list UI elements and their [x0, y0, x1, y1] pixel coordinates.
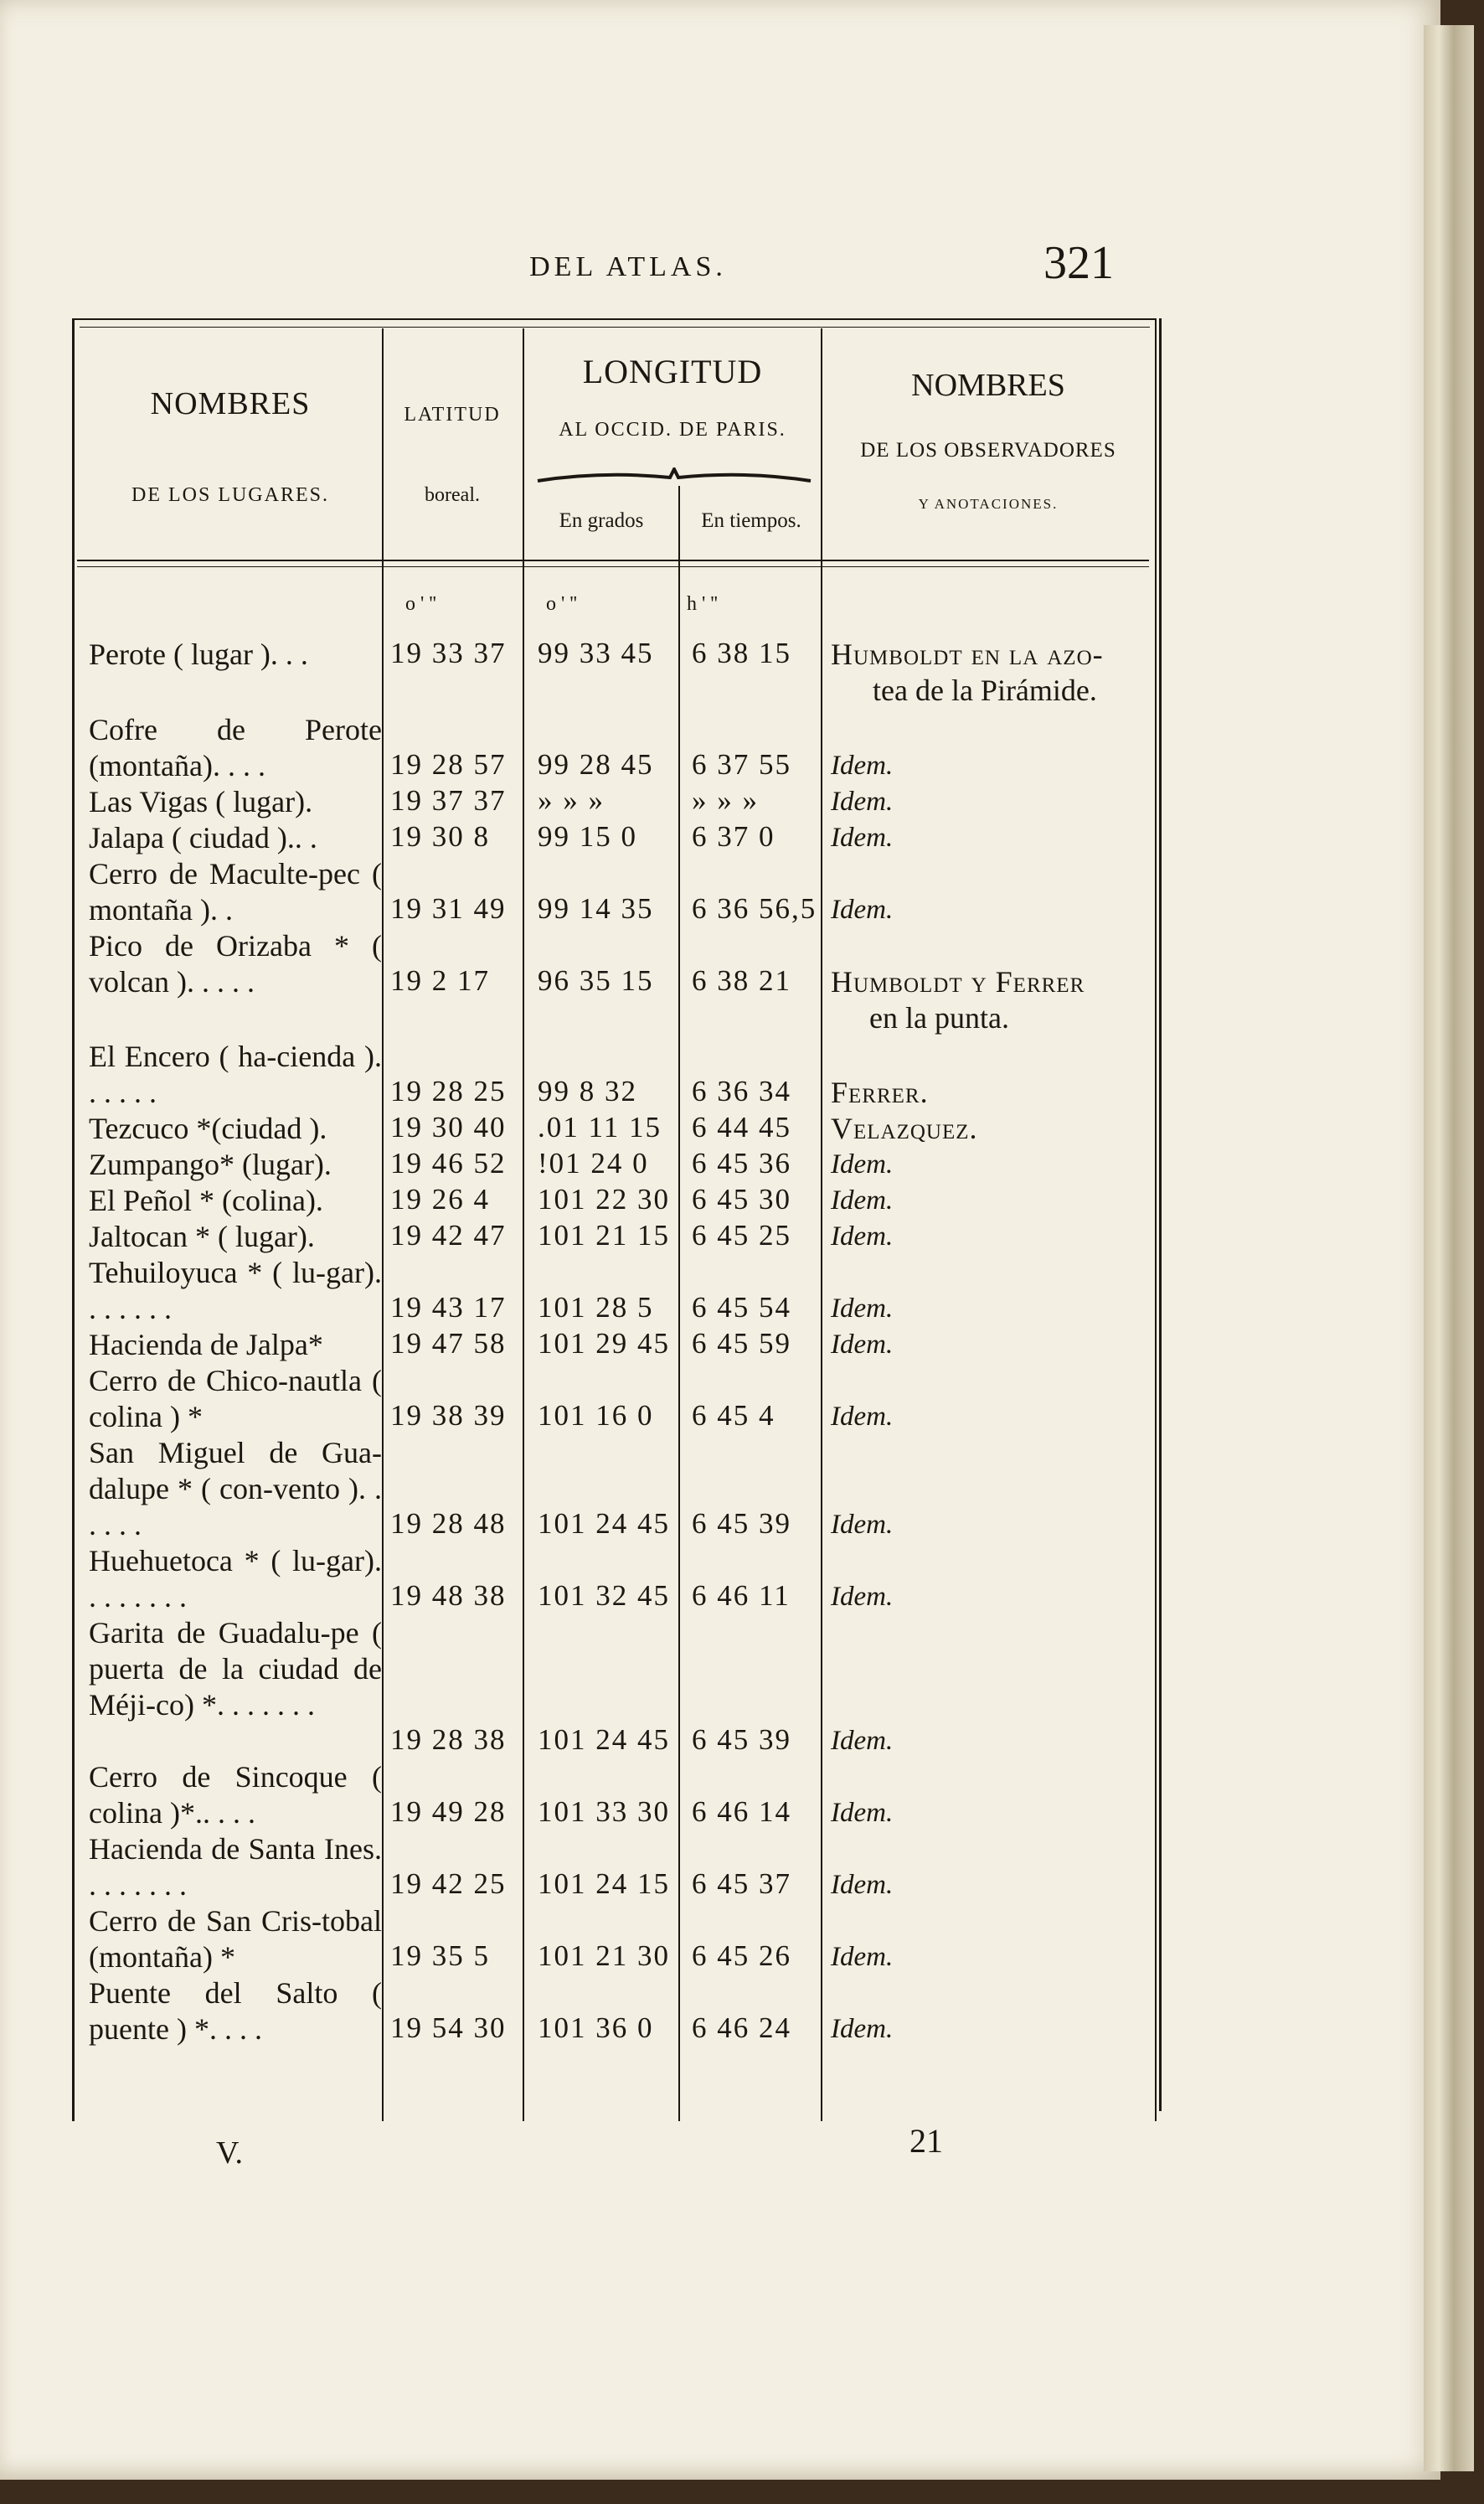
observer: Idem.: [831, 1870, 894, 1900]
header-rule: [77, 560, 1149, 561]
longitude-brace: [536, 467, 812, 486]
col-longitude-title: LONGITUD: [582, 353, 763, 390]
longitude-time: 6 46 11: [692, 1579, 791, 1612]
column-divider-3: [678, 486, 680, 2121]
longitude-degrees: 101 16 0: [538, 1399, 654, 1432]
latitude-value: 19 35 5: [390, 1939, 490, 1972]
observer: Idem.: [831, 1185, 894, 1216]
column-divider-2: [523, 328, 524, 2121]
observer: Humboldt y Ferrer en la punta.: [831, 965, 1085, 1035]
longitude-time: 6 37 0: [692, 820, 775, 853]
longitude-time: 6 38 15: [692, 637, 791, 669]
unit-degrees: o ' '': [546, 593, 577, 615]
place-name: Cerro de Maculte-pec ( montaña ). .: [89, 857, 382, 927]
latitude-value: 19 31 49: [390, 892, 507, 925]
latitude-value: 19 48 38: [390, 1579, 507, 1612]
longitude-time: 6 45 54: [692, 1291, 791, 1324]
longitude-degrees: 101 22 30: [538, 1183, 670, 1216]
observer: Idem.: [831, 895, 894, 925]
longitude-degrees: 101 21 30: [538, 1939, 670, 1972]
latitude-value: 19 54 30: [390, 2011, 507, 2044]
longitude-time: » » »: [692, 784, 759, 817]
latitude-value: 19 37 37: [390, 784, 507, 817]
header-rule-thin: [77, 566, 1149, 567]
observer: Ferrer.: [831, 1076, 929, 1109]
latitude-value: 19 28 25: [390, 1075, 507, 1107]
col-observers-title: NOMBRES: [911, 368, 1065, 403]
longitude-time: 6 36 56,5: [692, 892, 817, 925]
col-longitude-subtitle: AL OCCID. DE PARIS.: [559, 419, 786, 441]
longitude-time: 6 46 24: [692, 2011, 791, 2044]
longitude-degrees: 99 28 45: [538, 748, 654, 781]
col-places-subtitle: DE LOS LUGARES.: [131, 484, 329, 506]
longitude-degrees: 101 28 5: [538, 1291, 654, 1324]
latitude-value: 19 2 17: [390, 964, 490, 997]
place-name: Cerro de Chico-nautla ( colina ) *: [89, 1364, 382, 1433]
longitude-degrees: 101 24 45: [538, 1507, 670, 1540]
latitude-value: 19 28 57: [390, 748, 507, 781]
col-observers-subtitle: DE LOS OBSERVADORES: [860, 439, 1116, 462]
latitude-value: 19 43 17: [390, 1291, 507, 1324]
col-degrees-label: En grados: [559, 509, 644, 532]
observer: Humboldt en la azo- tea de la Pirámide.: [831, 638, 1104, 707]
latitude-value: 19 42 25: [390, 1867, 507, 1900]
longitude-time: 6 37 55: [692, 748, 791, 781]
longitude-degrees: !01 24 0: [538, 1147, 649, 1180]
place-name: Zumpango* (lugar).: [89, 1148, 332, 1181]
latitude-value: 19 26 4: [390, 1183, 490, 1216]
place-name: Cofre de Perote (montaña). . . .: [89, 713, 382, 782]
col-time-label: En tiempos.: [701, 509, 801, 532]
place-name: Pico de Orizaba * ( volcan ). . . . .: [89, 929, 382, 999]
table-right-rule: [1159, 318, 1162, 2111]
observer: Idem.: [831, 1510, 894, 1540]
longitude-degrees: 101 32 45: [538, 1579, 670, 1612]
signature-mark: V.: [216, 2135, 244, 2171]
longitude-time: 6 44 45: [692, 1111, 791, 1144]
observer: Idem.: [831, 787, 894, 817]
place-name: El Encero ( ha-cienda ). . . . . .: [89, 1040, 382, 1109]
latitude-value: 19 46 52: [390, 1147, 507, 1180]
observer: Idem.: [831, 1149, 894, 1180]
latitude-value: 19 38 39: [390, 1399, 507, 1432]
longitude-degrees: 99 14 35: [538, 892, 654, 925]
observer: Idem.: [831, 1942, 894, 1972]
observer: Idem.: [831, 1402, 894, 1432]
page-edge: [1424, 25, 1474, 2471]
observer: Idem.: [831, 1221, 894, 1252]
longitude-time: 6 45 39: [692, 1507, 791, 1540]
place-name: Garita de Guadalu-pe ( puerta de la ciudad de Méji-co) *. . . . . . .: [89, 1616, 382, 1722]
place-name: El Peñol * (colina).: [89, 1184, 323, 1217]
col-latitude-title: LATITUD: [404, 404, 501, 426]
col-places-title: NOMBRES: [150, 386, 311, 421]
longitude-degrees: 101 24 45: [538, 1723, 670, 1756]
longitude-degrees: 101 21 15: [538, 1219, 670, 1252]
latitude-value: 19 28 38: [390, 1723, 507, 1756]
place-name: Tehuiloyuca * ( lu-gar). . . . . . .: [89, 1256, 382, 1325]
column-divider-1: [382, 328, 384, 2121]
longitude-degrees: 101 29 45: [538, 1327, 670, 1360]
longitude-degrees: .01 11 15: [538, 1111, 662, 1144]
observer: Velazquez.: [831, 1112, 978, 1145]
latitude-value: 19 47 58: [390, 1327, 507, 1360]
observer: Idem.: [831, 1798, 894, 1828]
place-name: Hacienda de Jalpa*: [89, 1328, 323, 1361]
place-name: Huehuetoca * ( lu-gar). . . . . . . .: [89, 1544, 382, 1613]
place-name: Jaltocan * ( lugar).: [89, 1220, 315, 1253]
observer: Idem.: [831, 751, 894, 781]
longitude-time: 6 45 37: [692, 1867, 791, 1900]
running-header: DEL ATLAS.: [529, 251, 727, 282]
longitude-degrees: 101 36 0: [538, 2011, 654, 2044]
longitude-degrees: 96 35 15: [538, 964, 654, 997]
longitude-time: 6 45 26: [692, 1939, 791, 1972]
place-name: Cerro de San Cris-tobal (montaña) *: [89, 1904, 382, 1974]
col-latitude-subtitle: boreal.: [425, 484, 480, 506]
place-name: Perote ( lugar ). . .: [89, 638, 308, 671]
latitude-value: 19 42 47: [390, 1219, 507, 1252]
place-name: Jalapa ( ciudad ).. .: [89, 821, 317, 854]
longitude-degrees: 101 33 30: [538, 1795, 670, 1828]
longitude-degrees: 99 8 32: [538, 1075, 637, 1107]
longitude-time: 6 45 39: [692, 1723, 791, 1756]
observer: Idem.: [831, 1726, 894, 1756]
place-name: Cerro de Sincoque ( colina )*.. . . .: [89, 1760, 382, 1830]
longitude-time: 6 45 59: [692, 1327, 791, 1360]
observer: Idem.: [831, 1582, 894, 1612]
unit-lat: o ' '': [405, 593, 436, 615]
page-number: 321: [1043, 237, 1114, 289]
column-divider-4: [821, 328, 822, 2121]
latitude-value: 19 49 28: [390, 1795, 507, 1828]
place-name: Hacienda de Santa Ines. . . . . . . .: [89, 1832, 382, 1902]
longitude-degrees: 99 15 0: [538, 820, 637, 853]
sheet-number: 21: [909, 2122, 943, 2160]
place-name: Las Vigas ( lugar).: [89, 785, 313, 818]
observer: Idem.: [831, 1293, 894, 1324]
longitude-degrees: » » »: [538, 784, 605, 817]
observer: Idem.: [831, 2014, 894, 2044]
col-observers-subtitle2: Y ANOTACIONES.: [918, 496, 1059, 512]
longitude-time: 6 38 21: [692, 964, 791, 997]
longitude-time: 6 45 30: [692, 1183, 791, 1216]
place-name: San Miguel de Gua-dalupe * ( con-vento ). . . . . .: [89, 1436, 382, 1541]
longitude-degrees: 99 33 45: [538, 637, 654, 669]
latitude-value: 19 30 40: [390, 1111, 507, 1144]
longitude-time: 6 46 14: [692, 1795, 791, 1828]
longitude-degrees: 101 24 15: [538, 1867, 670, 1900]
latitude-value: 19 30 8: [390, 820, 490, 853]
place-name: Puente del Salto ( puente ) *. . . .: [89, 1976, 382, 2046]
longitude-time: 6 45 36: [692, 1147, 791, 1180]
place-name: Tezcuco *(ciudad ).: [89, 1112, 327, 1145]
observer: Idem.: [831, 1329, 894, 1360]
longitude-time: 6 36 34: [692, 1075, 791, 1107]
observer: Idem.: [831, 823, 894, 853]
longitude-time: 6 45 25: [692, 1219, 791, 1252]
unit-time: h ' '': [687, 593, 718, 615]
latitude-value: 19 33 37: [390, 637, 507, 669]
longitude-time: 6 45 4: [692, 1399, 775, 1432]
latitude-value: 19 28 48: [390, 1507, 507, 1540]
